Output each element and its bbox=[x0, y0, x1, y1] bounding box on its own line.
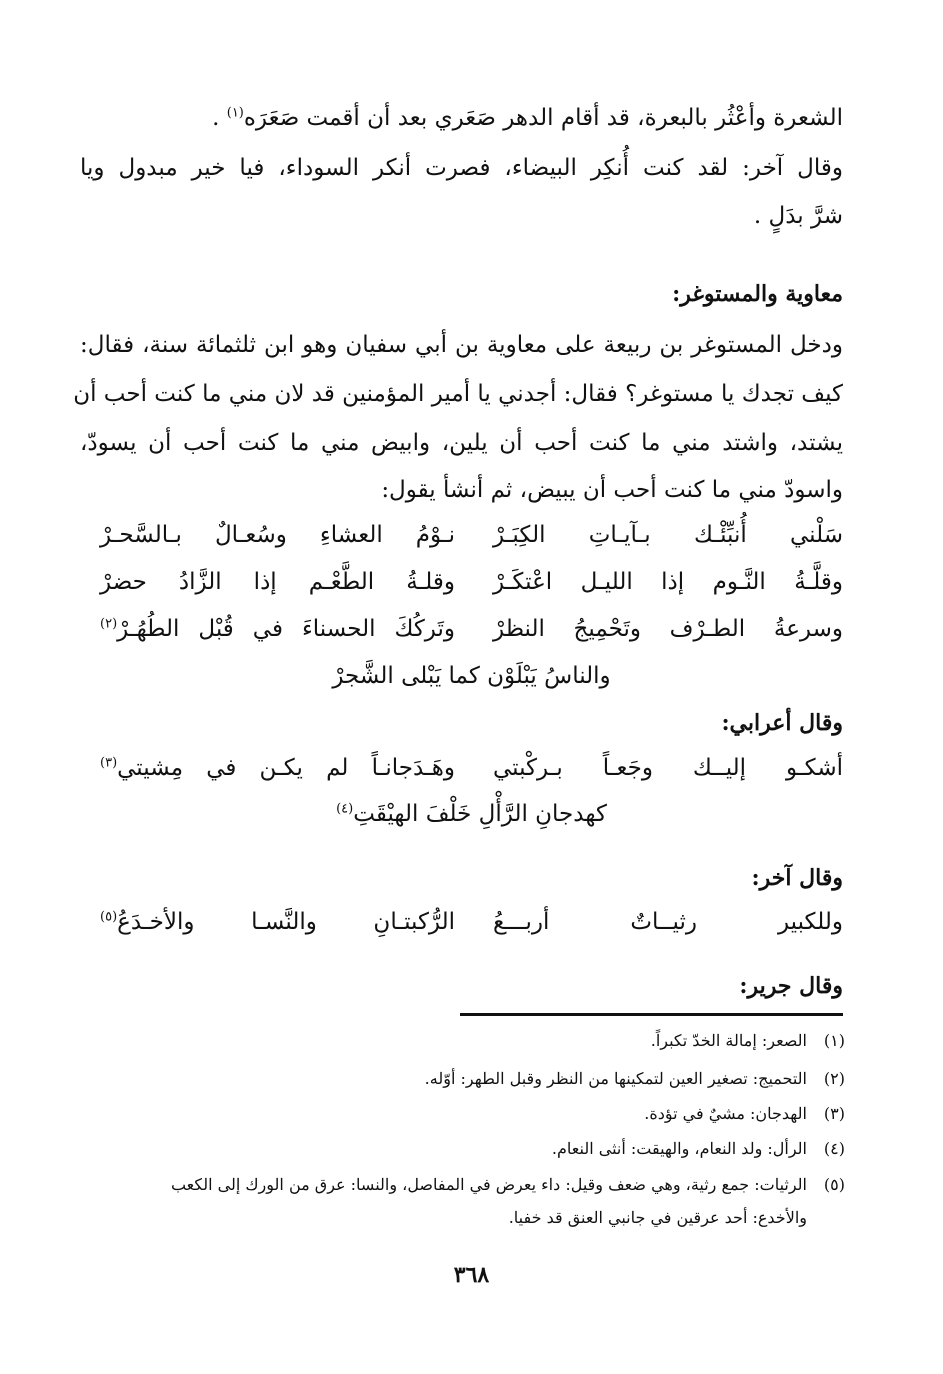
verse-line bbox=[100, 562, 843, 602]
text-line: واسودّ مني ما كنت أحب أن يبيض، ثم أنشأ يقول: bbox=[381, 477, 843, 503]
hemistich-second: نـوْمُ العشاءِ وسُعـالٌ بـالسَّحـرْ bbox=[100, 522, 455, 548]
footnote-ref: (٣) bbox=[100, 755, 118, 771]
text-line: يشتد، واشتد مني ما كنت أحب أن يلين، وابيض مني ما كنت أحب أن يسودّ، bbox=[80, 430, 843, 456]
verse-line bbox=[100, 609, 843, 649]
text: الشعرة وأعْثُر بالبعرة، قد أقام الدهر صَعَري بعد أن أقمت صَعَرَه bbox=[243, 105, 843, 131]
text: وهَـدَجانـاً لم يكـن في مِشيتي bbox=[117, 755, 455, 781]
footnote-ref: (٢) bbox=[100, 616, 118, 632]
verse-line bbox=[100, 794, 843, 834]
text-line bbox=[80, 98, 843, 138]
verse-line bbox=[100, 656, 843, 696]
footnote-text: الرثيات: جمع رثية، وهي ضعف وقيل: داء يعرض في المفاصل، والنسا: عرق من الورك إلى الكعب bbox=[170, 1175, 807, 1194]
hemistich-second: وقلـةُ الطَّعْـم إذا الزَّادُ حضرْ bbox=[100, 569, 455, 595]
verse-single: والناسُ يَبْلَوْن كما يَبْلى الشَّجرْ bbox=[332, 663, 611, 689]
hemistich-second bbox=[100, 748, 455, 788]
footnote bbox=[80, 1099, 845, 1129]
section-heading: معاوية والمستوغر: bbox=[672, 281, 843, 307]
text: . bbox=[212, 105, 227, 131]
hemistich-first: وقلَّـةُ النَّـوم إذا الليـل اعْتكَـرْ bbox=[493, 569, 843, 595]
hemistich-first: أشكـو إليــك وجَعـاً بـركْبتي bbox=[493, 755, 843, 781]
page-number: ٣٦٨ bbox=[453, 1262, 490, 1288]
footnote-ref: (٥) bbox=[100, 909, 118, 925]
footnote-text: الرأل: ولد النعام، والهيقت: أنثى النعام. bbox=[551, 1139, 807, 1158]
text-line: شرَّ بدَلٍ . bbox=[753, 203, 843, 229]
footnote-number: (٣) bbox=[823, 1104, 845, 1123]
text: وتَركُكَ الحسناءَ في قُبْل الطُهُـرْ bbox=[117, 616, 455, 642]
footnote-number: (١) bbox=[823, 1031, 845, 1050]
section-heading: وقال جرير: bbox=[739, 973, 843, 999]
hemistich-second bbox=[100, 902, 455, 942]
footnote bbox=[80, 1026, 845, 1056]
section-heading: وقال أعرابي: bbox=[721, 710, 843, 736]
footnote-divider bbox=[460, 1013, 843, 1016]
text: الرُّكبتـانِ والنَّسـا والأخـدَعُ bbox=[117, 909, 455, 935]
text-line: وقال آخر: لقد كنت أُنكِر البيضاء، فصرت أنكر السوداء، فيا خير مبدول ويا bbox=[80, 155, 843, 181]
hemistich-second bbox=[100, 609, 455, 649]
footnote-text: الهدجان: مشيٌ في تؤدة. bbox=[644, 1104, 807, 1123]
footnote-number: (٥) bbox=[823, 1175, 845, 1194]
footnote-text: الصعر: إمالة الخدّ تكبراً. bbox=[650, 1031, 807, 1050]
footnote-number: (٤) bbox=[823, 1139, 845, 1158]
verse-line bbox=[100, 748, 843, 788]
section-heading: وقال آخر: bbox=[751, 865, 843, 891]
hemistich-first: سَلْني أُنبِّئْـك بـآيـاتِ الكِبَـرْ bbox=[493, 522, 843, 548]
hemistich-first: وللكبير رثيــاتٌ أربـــعُ bbox=[493, 909, 843, 935]
verse-single bbox=[100, 794, 843, 834]
footnote bbox=[80, 1134, 845, 1164]
verse-line bbox=[100, 515, 843, 555]
footnote-continuation: والأخدع: أحد عرقين في جانبي العنق قد خفيا. bbox=[508, 1208, 807, 1227]
text-line: ودخل المستوغر بن ربيعة على معاوية بن أبي سفيان وهو ابن ثلثمائة سنة، فقال: bbox=[80, 332, 843, 358]
footnote-number: (٢) bbox=[823, 1069, 845, 1088]
footnote bbox=[80, 1170, 845, 1200]
hemistich-first: وسرعةُ الطـرْف وتَحْمِيجُ النظرْ bbox=[493, 616, 843, 642]
text-line: كيف تجدك يا مستوغر؟ فقال: أجدني يا أمير المؤمنين قد لان مني ما كنت أحب أن bbox=[73, 381, 843, 407]
verse-line bbox=[100, 902, 843, 942]
text: كهدجانِ الرَّأْلِ خَلْفَ الهيْقَتِ bbox=[353, 801, 607, 827]
footnote-ref: (٤) bbox=[336, 801, 354, 817]
footnote-text: التحميج: تصغير العين لتمكينها من النظر وقبل الطهر: أوّله. bbox=[424, 1069, 807, 1088]
footnote bbox=[80, 1064, 845, 1094]
footnote-ref: (١) bbox=[226, 105, 244, 121]
